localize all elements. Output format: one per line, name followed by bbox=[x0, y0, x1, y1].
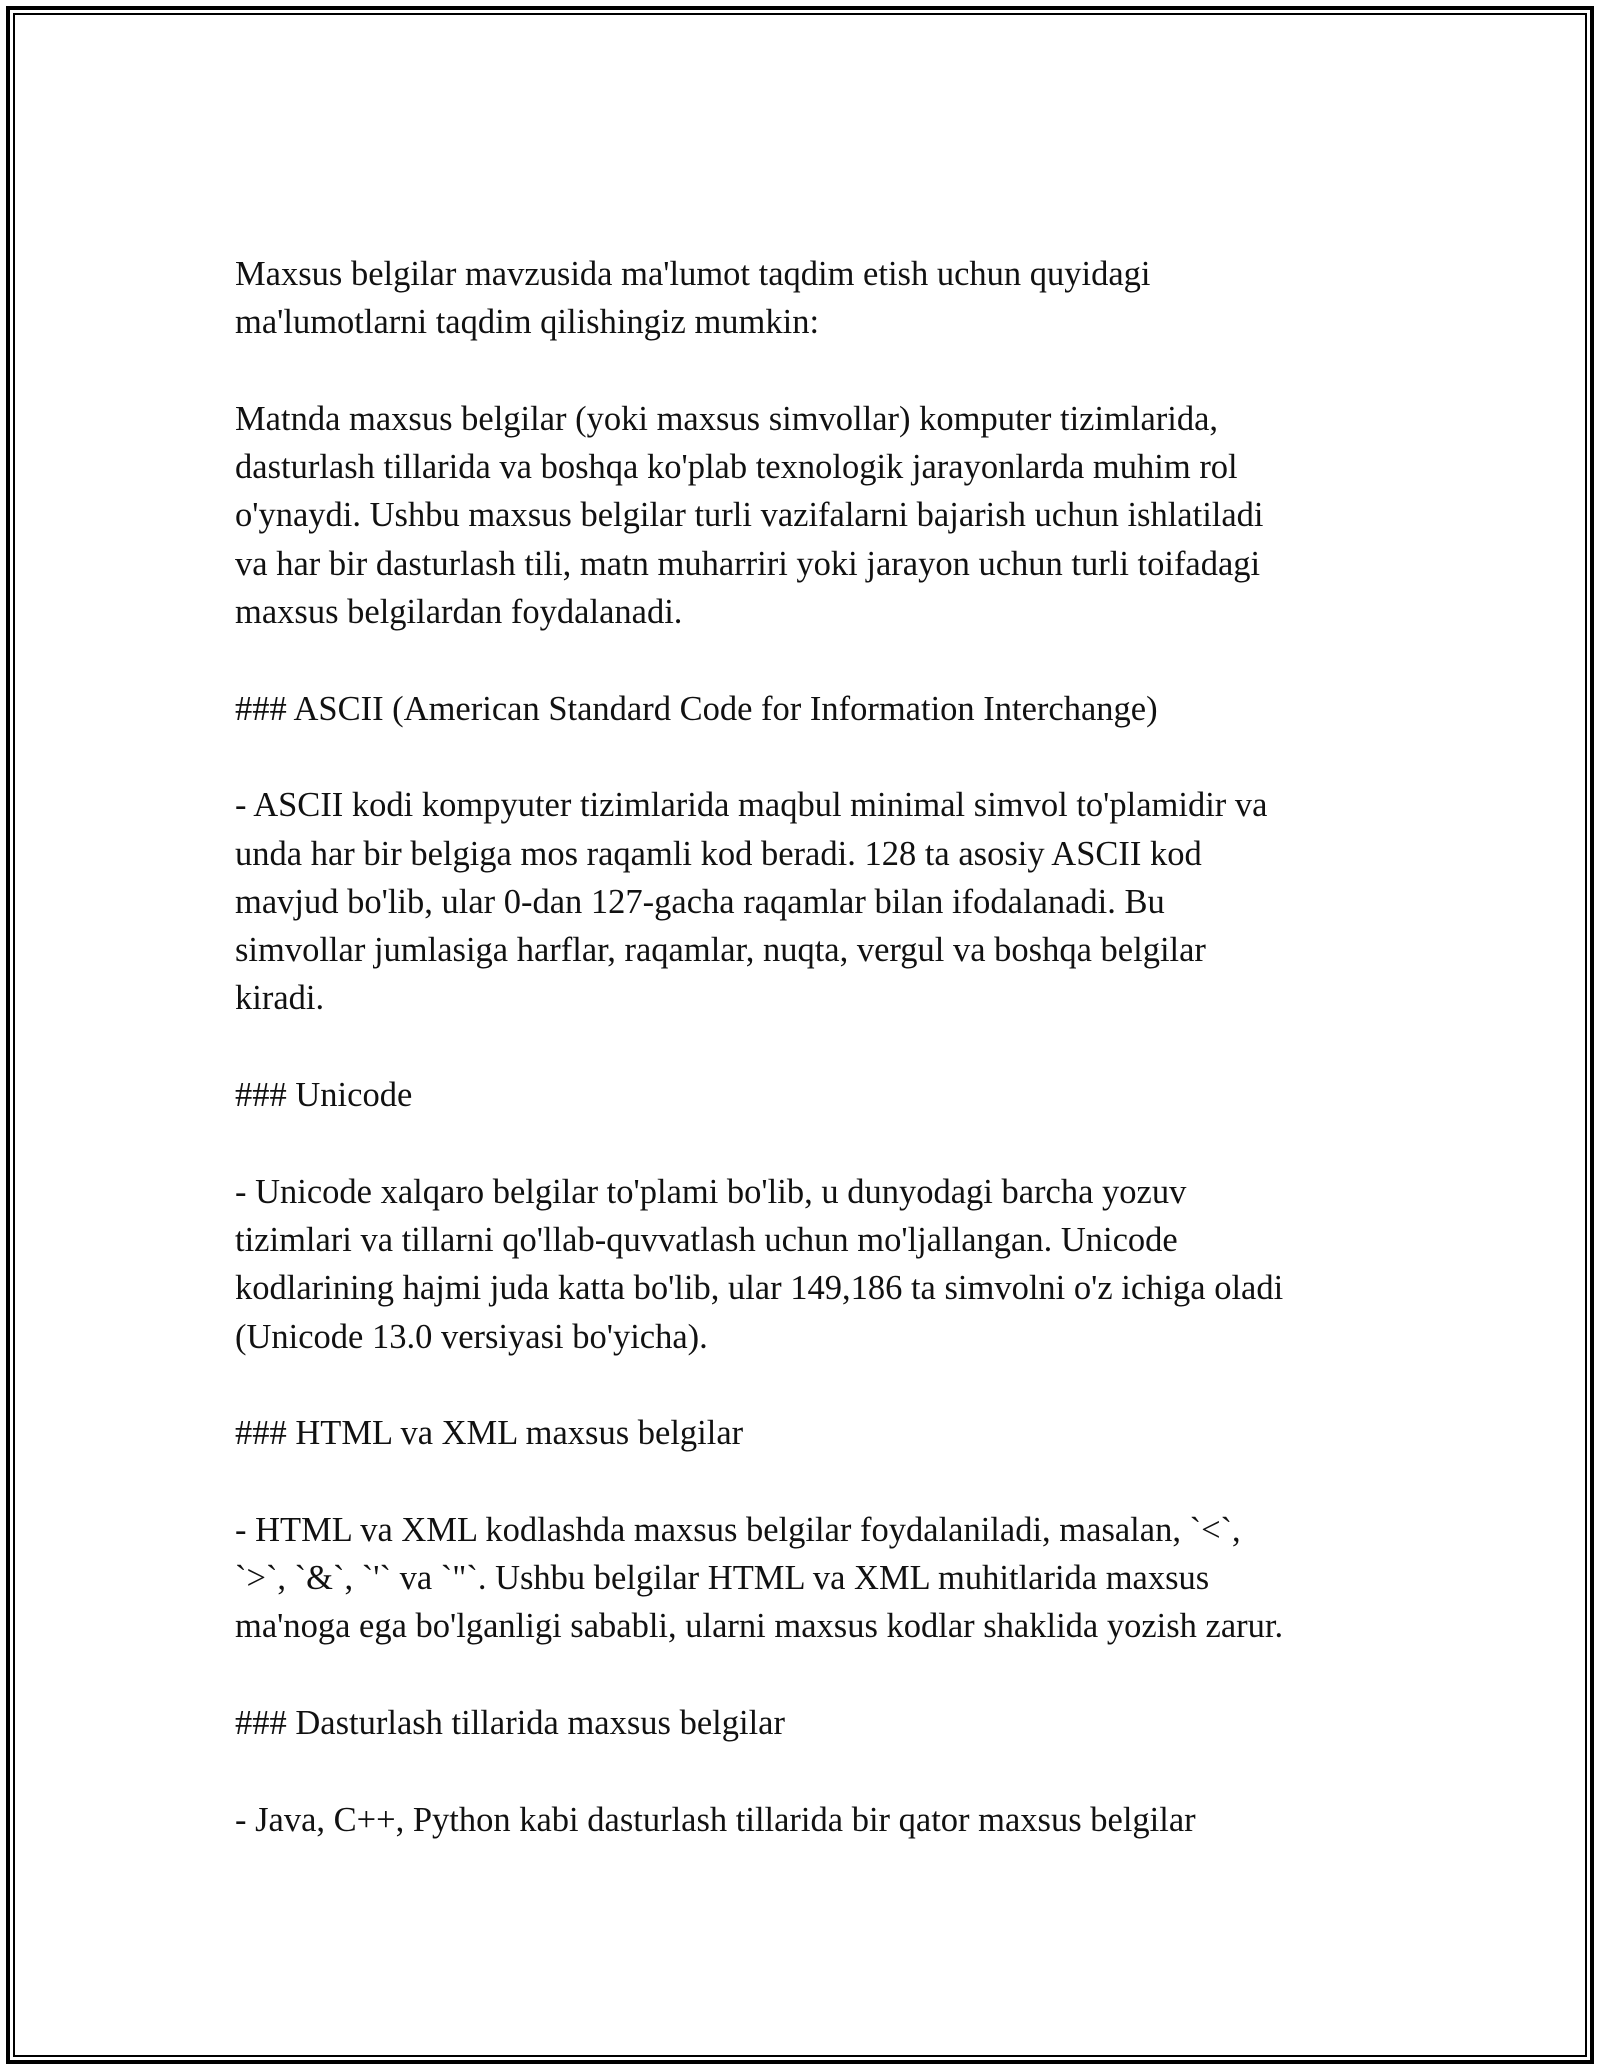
html-xml-paragraph: - HTML va XML kodlashda maxsus belgilar foydalaniladi, masalan, `<`, `>`, `&`, `'` va `"`. Ushbu belgilar HTML va XML muhitlarida maxsus ma'noga ega bo'lganligi sababli, ularni maxsus kodlar shaklida yozish zarur. bbox=[235, 1510, 1284, 1646]
overview-paragraph: Matnda maxsus belgilar (yoki maxsus simvollar) komputer tizimlarida, dasturlash tillarida va boshqa ko'plab texnologik jarayonlarda muhim rol o'ynaydi. Ushbu maxsus belgilar turli vazifalarni bajarish uchun ishlatiladi va har bir dasturlash tili, matn muharriri yoki jarayon uchun turli toifadagi maxsus belgilardan foydalanadi. bbox=[235, 399, 1264, 632]
ascii-paragraph: - ASCII kodi kompyuter tizimlarida maqbul minimal simvol to'plamidir va unda har bir belgiga mos raqamli kod beradi. 128 ta asosiy ASCII kod mavjud bo'lib, ular 0-dan 127-gacha raqamlar bilan ifodalanadi. Bu simvollar jumlasiga harflar, raqamlar, nuqta, vergul va boshqa belgilar kiradi. bbox=[235, 786, 1268, 1018]
document-body bbox=[235, 250, 1375, 1844]
programming-languages-paragraph: - Java, C++, Python kabi dasturlash tillarida bir qator maxsus belgilar bbox=[235, 1800, 1196, 1839]
heading-unicode: ### Unicode bbox=[235, 1076, 413, 1115]
heading-ascii: ### ASCII (American Standard Code for Information Interchange) bbox=[235, 689, 1158, 728]
heading-programming-languages: ### Dasturlash tillarida maxsus belgilar bbox=[235, 1703, 785, 1742]
intro-paragraph: Maxsus belgilar mavzusida ma'lumot taqdim etish uchun quyidagi ma'lumotlarni taqdim qilishingiz mumkin: bbox=[235, 255, 1151, 342]
heading-html-xml: ### HTML va XML maxsus belgilar bbox=[235, 1414, 744, 1453]
unicode-paragraph: - Unicode xalqaro belgilar to'plami bo'lib, u dunyodagi barcha yozuv tizimlari va tillarni qo'llab-quvvatlash uchun mo'ljallangan. Unicode kodlarining hajmi juda katta bo'lib, ular 149,186 ta simvolni o'z ichiga oladi (Unicode 13.0 versiyasi bo'yicha). bbox=[235, 1172, 1284, 1356]
